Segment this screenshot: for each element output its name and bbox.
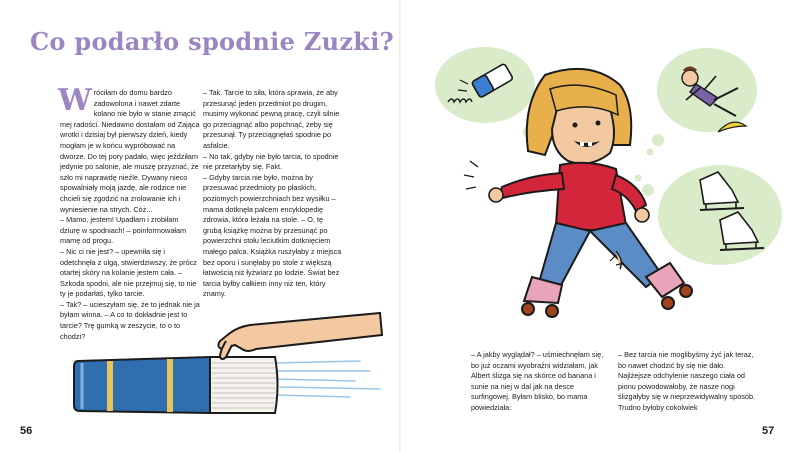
face: [552, 102, 614, 164]
paragraph: – A jakby wyglądał? – uśmiechnęłam się, bo już oczami wyobraźni widziałam, jak Albert ślizga się na skórce od banana i sunie na niej w dal jak na desce surfingowej. Byłam blisko, bo mama powiedziała:: [471, 350, 604, 412]
paragraph: – Tak? – ucieszyłam się, że to jednak nie ja byłam winna. – A co to dokładnie jest to tarcie? Trę gumką w zeszycie, to o to chodzi?: [60, 299, 200, 341]
paragraph: – Nic ci nie jest? – upewniła się i odetchnęła z ulgą, stwierdziwszy, że prócz otartej skóry na kolanie jestem cała. – Szkoda spodni, ale nie przejmuj się, to nie ty je podarłaś, tylko tarcie.: [60, 246, 197, 299]
left-column-2: [203, 88, 343, 300]
sweater: [556, 163, 626, 230]
page-number-left: 56: [20, 425, 33, 437]
arm: [218, 313, 382, 351]
speed-lines: [275, 361, 380, 397]
paragraph: – No tak, gdyby nie było tarcia, to spodnie nie przetarłyby się. Fakt.: [203, 151, 339, 172]
book-cover: [74, 357, 210, 413]
hand-pushing-book-illustration: [70, 305, 390, 420]
right-column-1: [471, 350, 611, 414]
chapter-title: Co podarło spodnie Zuzki?: [30, 27, 395, 56]
page-number-right: 57: [762, 425, 775, 437]
paragraph: – Tak. Tarcie to siła, która sprawia, że aby przesunąć jeden przedmiot po drugim, musimy wykonać pewną pracę, czyli silnie go przeciągnąć albo popchnąć, żeby się przesunął. Ty przeciągnęłaś spodnie po asfalcie.: [203, 88, 340, 150]
paragraph: Wróciłam do domu bardzo zadowolona i nawet zdarte kolano nie było w stanie zmącić mej radości. Niedawno dostałam od Zająca wrotki i dzisiaj był pierwszy dzień, kiedy mogłam je w końcu wypróbować na dworze. Do tej pory padało, więc jeździłam jedynie po salonie, ale muszę przyznać, że szło mi naprawdę nieźle. Dywany nieco spowalniały moją jazdę, ale rodzice nie chcieli się zgodzić na zrolowanie ich i wyniesienie na strych. Cóż...: [58, 83, 200, 214]
book-pages: [210, 357, 278, 413]
drop-cap: W: [58, 83, 92, 118]
jeans: [540, 223, 590, 287]
paragraph: – Bez tarcia nie moglibyśmy żyć jak teraz, bo nawet chodzić by się nie dało. Najlżejsze odchylenie naszego ciała od pionu powodowałoby, że nasze nogi ślizgałyby się w nieprzewidywalny sposób. Trudno byłoby cokolwiek: [618, 350, 756, 412]
right-column-2: [618, 350, 758, 414]
paragraph: – Mamo, jestem! Upadłam i zrobiłam dziurę w spodniach! – poinformowałam mamę od progu.: [60, 215, 187, 246]
paragraph: – Gdyby tarcia nie było, można by przesuwać przedmioty po płaskich, poziomych powierzchniach bez wysiłku – mama dotknęła palcem encyklopedię zdrowia, która leżała na stole. – O, tę grubą książkę można by przesunąć po powierzchni stołu leciutkim dotknięciem małego palca. Książka ruszyłaby z miejsca bez oporu i sunęłaby po stole z większą łatwością niż łyżwiarz po lodzie. Świat bez tarcia byłby całkiem inny niż ten, który znamy.: [203, 172, 342, 299]
roller-skating-girl: [440, 65, 700, 320]
